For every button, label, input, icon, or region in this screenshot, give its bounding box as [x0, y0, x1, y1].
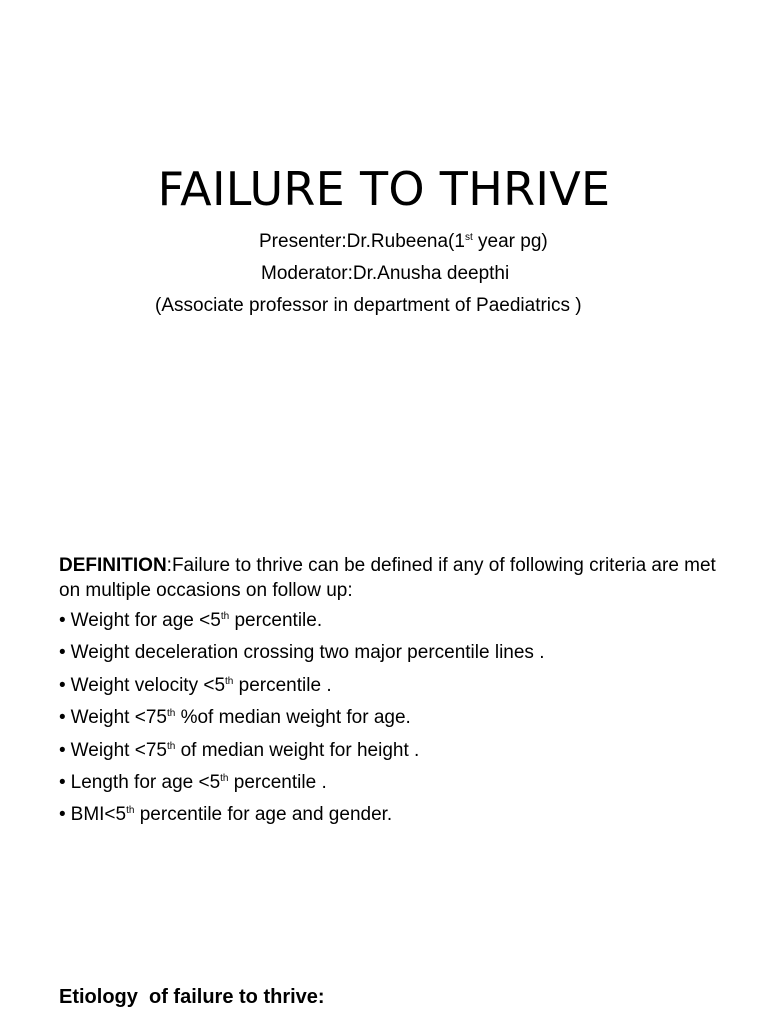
criteria-text-suffix: percentile for age and gender.: [134, 804, 393, 826]
criteria-text: Weight <75: [70, 739, 167, 761]
slide-title: FAILURE TO THRIVE: [157, 162, 611, 216]
criteria-superscript: th: [166, 708, 176, 720]
criteria-item: [59, 610, 544, 642]
criteria-item: [59, 772, 544, 804]
cutoff-text-fragment: [59, 1016, 289, 1024]
bullet-icon: •: [59, 771, 66, 793]
criteria-text: Weight velocity <5: [70, 674, 226, 696]
criteria-item: [59, 707, 544, 739]
criteria-superscript: th: [126, 805, 135, 817]
presenter-text: Presenter:Dr.Rubeena(1: [259, 231, 465, 252]
criteria-text-suffix: %of median weight for age.: [175, 707, 411, 729]
bullet-icon: •: [59, 707, 66, 729]
criteria-text-suffix: percentile.: [229, 610, 323, 631]
criteria-text: Weight for age <5: [70, 610, 221, 631]
bullet-icon: •: [59, 610, 66, 631]
criteria-text-suffix: percentile .: [233, 674, 332, 696]
criteria-superscript: th: [220, 611, 230, 622]
criteria-text-suffix: percentile .: [228, 771, 327, 793]
criteria-item: [59, 740, 544, 772]
criteria-text: BMI<5: [70, 804, 127, 826]
bullet-icon: •: [59, 739, 66, 761]
bullet-icon: •: [59, 642, 66, 664]
criteria-list: [59, 610, 544, 837]
bullet-icon: •: [59, 674, 66, 696]
affiliation-line: (Associate professor in department of Paediatrics ): [155, 295, 582, 316]
criteria-superscript: th: [220, 772, 229, 784]
criteria-item: [59, 675, 544, 707]
moderator-line: Moderator:Dr.Anusha deepthi: [261, 263, 510, 284]
criteria-text-suffix: of median weight for height .: [175, 739, 420, 761]
etiology-heading: Etiology of failure to thrive:: [59, 986, 325, 1008]
criteria-superscript: th: [225, 675, 234, 687]
criteria-item: [59, 642, 544, 674]
bullet-icon: •: [59, 804, 66, 826]
presenter-superscript: st: [464, 232, 473, 243]
criteria-item: [59, 804, 544, 836]
definition-label: DEFINITION: [59, 555, 167, 576]
criteria-text: Length for age <5: [70, 771, 221, 793]
presenter-suffix: year pg): [472, 231, 548, 252]
criteria-text: Weight deceleration crossing two major percentile lines .: [70, 642, 545, 664]
presenter-line: [259, 232, 548, 251]
criteria-text: Weight <75: [70, 707, 167, 729]
criteria-superscript: th: [166, 740, 176, 752]
definition-paragraph: [59, 553, 739, 603]
definition-text: :Failure to thrive can be defined if any of following criteria are met on multiple occasions on follow up:: [59, 555, 716, 601]
